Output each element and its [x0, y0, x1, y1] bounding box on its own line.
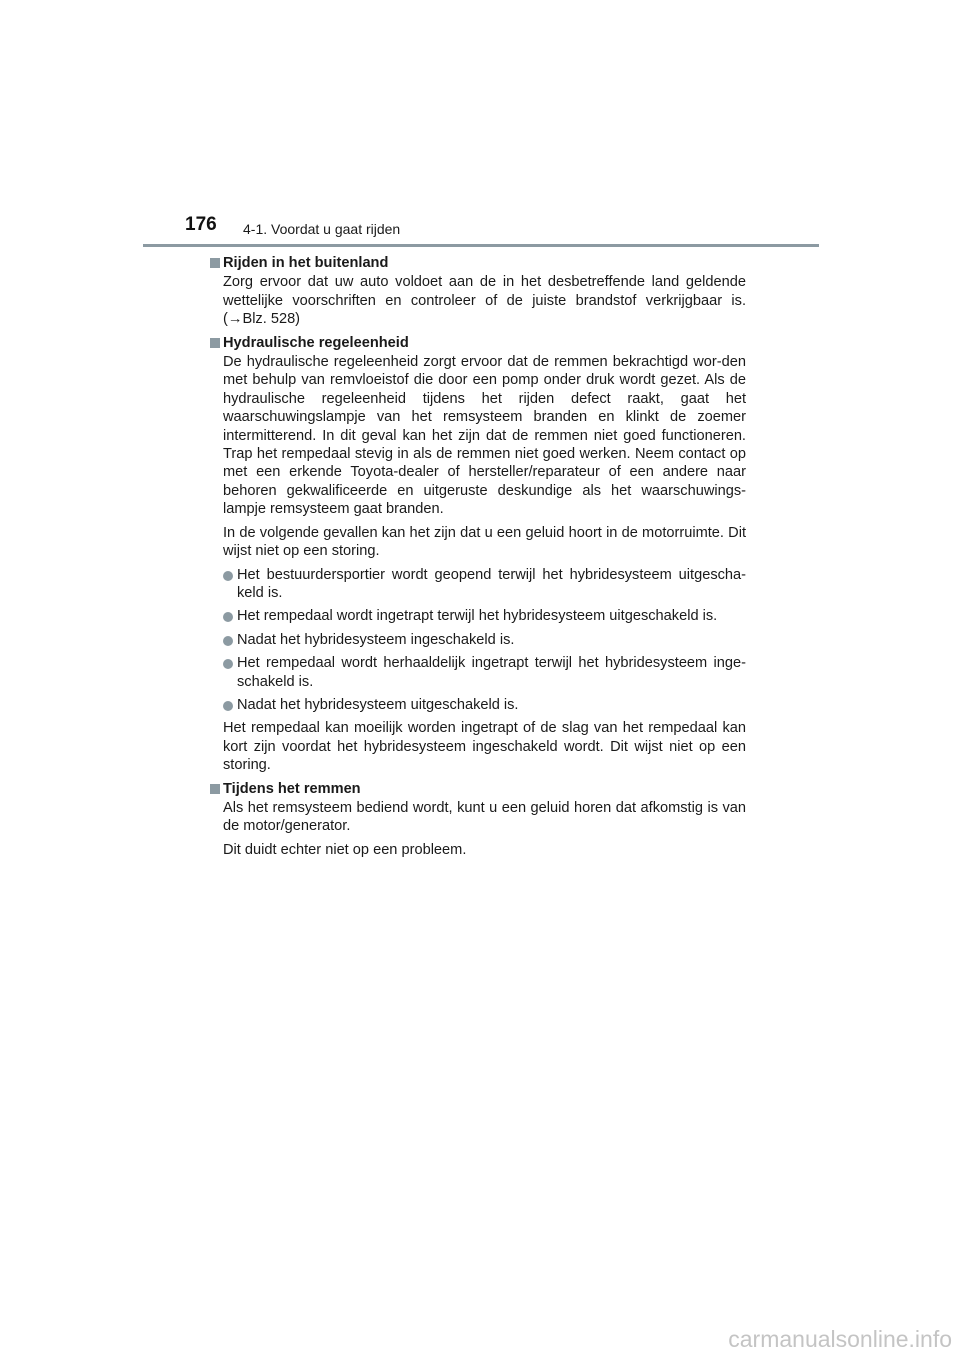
section-title: 4-1. Voordat u gaat rijden	[243, 221, 401, 237]
list-item	[210, 566, 746, 603]
round-bullet-icon	[223, 636, 233, 646]
list-item	[210, 654, 746, 691]
watermark: carmanualsonline.info	[728, 1326, 952, 1352]
page-content	[210, 254, 746, 864]
round-bullet-icon	[223, 612, 233, 622]
header-rule	[143, 244, 819, 247]
section-heading	[210, 780, 746, 798]
section-heading-text: Rijden in het buitenland	[223, 255, 389, 271]
list-item	[210, 631, 746, 649]
list-item-text: Nadat het hybridesysteem ingeschakeld is.	[237, 631, 515, 648]
paragraph: Als het remsysteem bediend wordt, kunt u een geluid horen dat afkomstig is van de motor/generator.	[223, 799, 746, 835]
section-hydraulic-unit	[210, 334, 746, 775]
list-item	[210, 696, 746, 714]
round-bullet-icon	[223, 701, 233, 711]
page-header	[185, 214, 819, 244]
section-heading	[210, 334, 746, 352]
page-number: 176	[185, 214, 217, 235]
list-item-text: Nadat het hybridesysteem uitgeschakeld is.	[237, 696, 519, 713]
section-heading-text: Hydraulische regeleenheid	[223, 334, 409, 351]
round-bullet-icon	[223, 659, 233, 669]
section-driving-abroad	[210, 254, 746, 329]
square-bullet-icon	[210, 784, 220, 794]
list-item	[210, 607, 746, 625]
section-braking	[210, 780, 746, 860]
round-bullet-icon	[223, 571, 233, 581]
paragraph: Zorg ervoor dat uw auto voldoet aan de in het desbetreffende land geldende wettelijke voorschriften en controleer of de juiste brandstof verkrijgbaar is. (→Blz. 528)	[223, 274, 746, 328]
square-bullet-icon	[210, 338, 220, 348]
section-heading-text: Tijdens het remmen	[223, 780, 361, 797]
paragraph: In de volgende gevallen kan het zijn dat u een geluid hoort in de motorruimte. Dit wijst niet op een storing.	[223, 524, 746, 560]
paragraph: De hydraulische regeleenheid zorgt ervoor dat de remmen bekrachtigd wor-den met behulp van remvloeistof die door een pomp onder druk wordt gezet. Als de hydraulische regeleenheid tijdens het rijden defect raakt, gaat het waarschuwingslampje van het remsysteem branden en klinkt de zoemer intermitterend. In dit geval kan het zijn dat de remmen niet goed functioneren. Trap het rempedaal stevig in als de remmen niet goed werken. Neem contact op met een erkende Toyota-dealer of hersteller/reparateur of een andere naar behoren gekwalificeerde en uitgeruste deskundige als het waarschuwings-lampje remsysteem gaat branden.	[223, 354, 746, 518]
section-heading	[210, 254, 746, 272]
list-item-text: Het bestuurdersportier wordt geopend terwijl het hybridesysteem uitgescha-keld is.	[237, 566, 746, 601]
list-item-text: Het rempedaal wordt herhaaldelijk ingetrapt terwijl het hybridesysteem inge-schakeld is.	[237, 655, 746, 690]
paragraph: Dit duidt echter niet op een probleem.	[223, 841, 467, 858]
paragraph: Het rempedaal kan moeilijk worden ingetrapt of de slag van het rempedaal kan kort zijn voordat het hybridesysteem ingeschakeld wordt. Dit wijst niet op een storing.	[223, 720, 746, 774]
list-item-text: Het rempedaal wordt ingetrapt terwijl het hybridesysteem uitgeschakeld is.	[237, 608, 718, 625]
square-bullet-icon	[210, 258, 220, 268]
